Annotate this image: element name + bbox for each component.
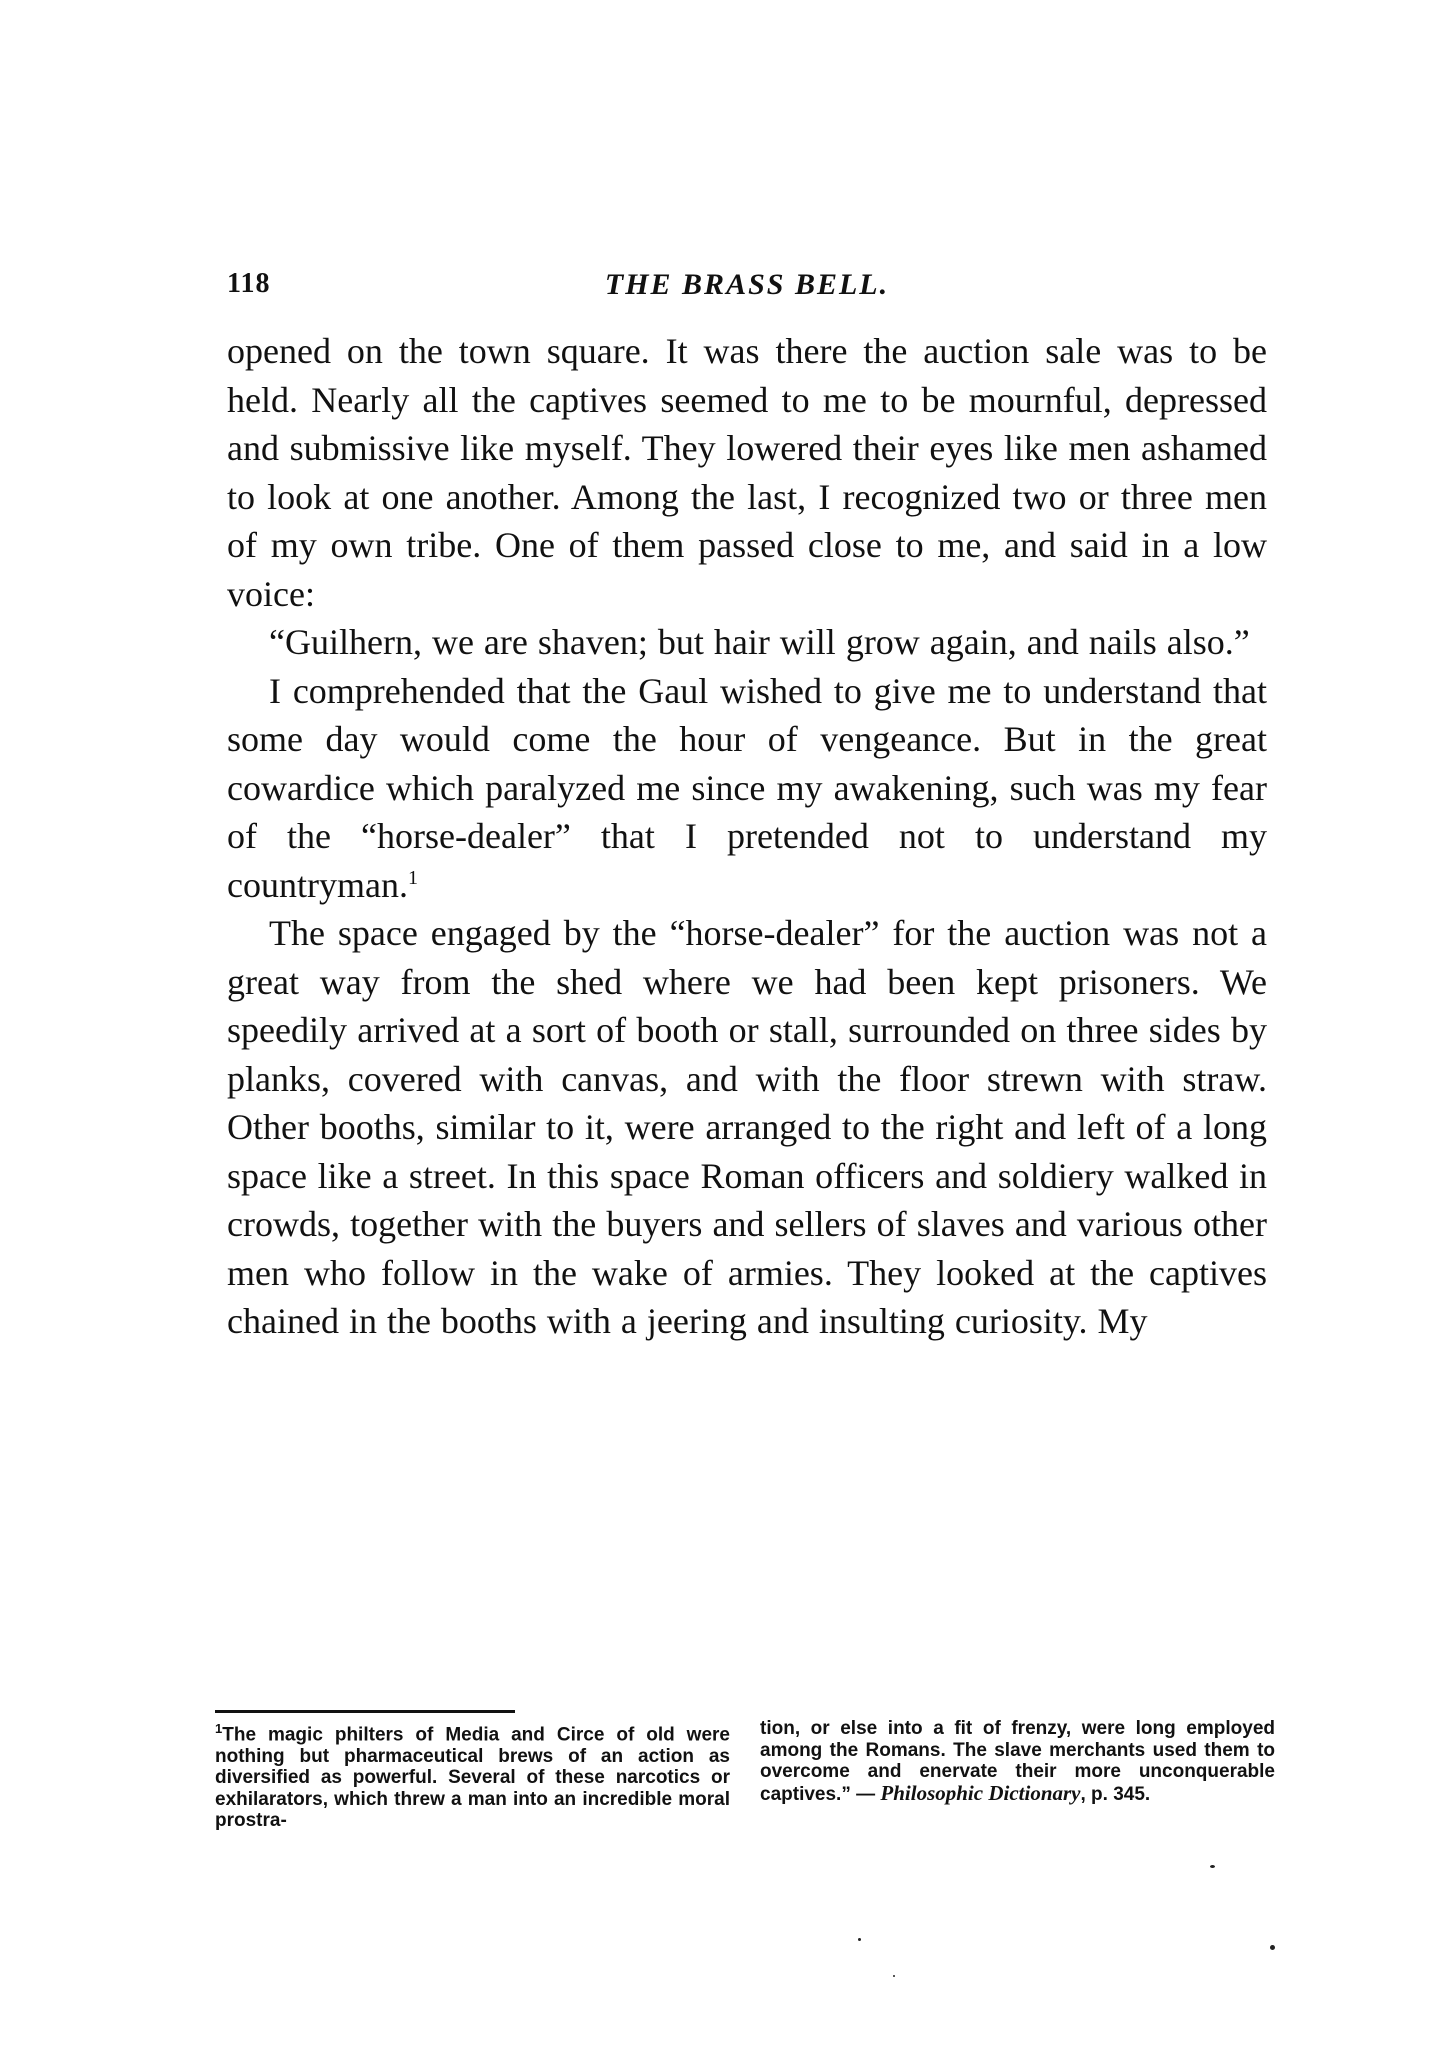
footnote-marker: 1 bbox=[215, 1721, 223, 1736]
footnote-rule bbox=[215, 1710, 515, 1713]
paragraph-4: The space engaged by the “horse-dealer” for the auction was not a great way from the shed where we had been kept prisoners. We speedily arrived at a sort of booth or stall, surrounded on three sides by planks, covered with canvas, and with the floor strewn with straw. Other booths, similar to it, were arranged to the right and left of a long space like a street. In this space Roman officers and soldiery walked in crowds, together with the buyers and sellers of slaves and various other men who follow in the wake of armies. They looked at the captives chained in the booths with a jeering and insulting curiosity. My bbox=[227, 913, 1267, 1341]
print-speck bbox=[893, 1975, 895, 1977]
footnote-left-column bbox=[215, 1718, 730, 1832]
body-text bbox=[227, 327, 1267, 1346]
footnote-reference[interactable]: 1 bbox=[407, 866, 418, 889]
paragraph-3-text: I comprehended that the Gaul wished to give me to understand that some day would come the hour of vengeance. But in the great cowardice which paralyzed me since my awakening, such was my fear of the “horse-dealer” that I pretended not to understand my countryman. bbox=[227, 670, 1267, 905]
footnote-right-column bbox=[760, 1718, 1275, 1805]
paragraph-3 bbox=[227, 667, 1267, 910]
footnote-source-title: Philosophic Dictionary bbox=[880, 1780, 1081, 1805]
print-speck bbox=[1270, 1945, 1275, 1950]
running-title: THE BRASS BELL. bbox=[604, 268, 890, 301]
print-speck bbox=[858, 1938, 861, 1941]
page-number: 118 bbox=[227, 268, 271, 299]
footnote-left-text: The magic philters of Media and Circe of old were nothing but pharmaceutical brews of an action as diversified as powerful. Several of these narcotics or exhilarators, which threw a man into an incredible moral prostra- bbox=[215, 1724, 730, 1832]
paragraph-2: “Guilhern, we are shaven; but hair will grow again, and nails also.” bbox=[269, 622, 1250, 662]
footnote-source-page: , p. 345. bbox=[1080, 1783, 1151, 1805]
paragraph-1: opened on the town square. It was there the auction sale was to be held. Nearly all the captives seemed to me to be mournful, depressed and submissive like myself. They lowered their eyes like men ashamed to look at one another. Among the last, I recognized two or three men of my own tribe. One of them passed close to me, and said in a low voice: bbox=[227, 331, 1267, 614]
print-speck bbox=[1210, 1865, 1215, 1868]
footnote-right-text: tion, or else into a fit of frenzy, were long employed among the Romans. The slave merchants used them to overcome and enervate their more unconquerable captives.” — bbox=[760, 1718, 1275, 1805]
running-head bbox=[227, 268, 1267, 308]
